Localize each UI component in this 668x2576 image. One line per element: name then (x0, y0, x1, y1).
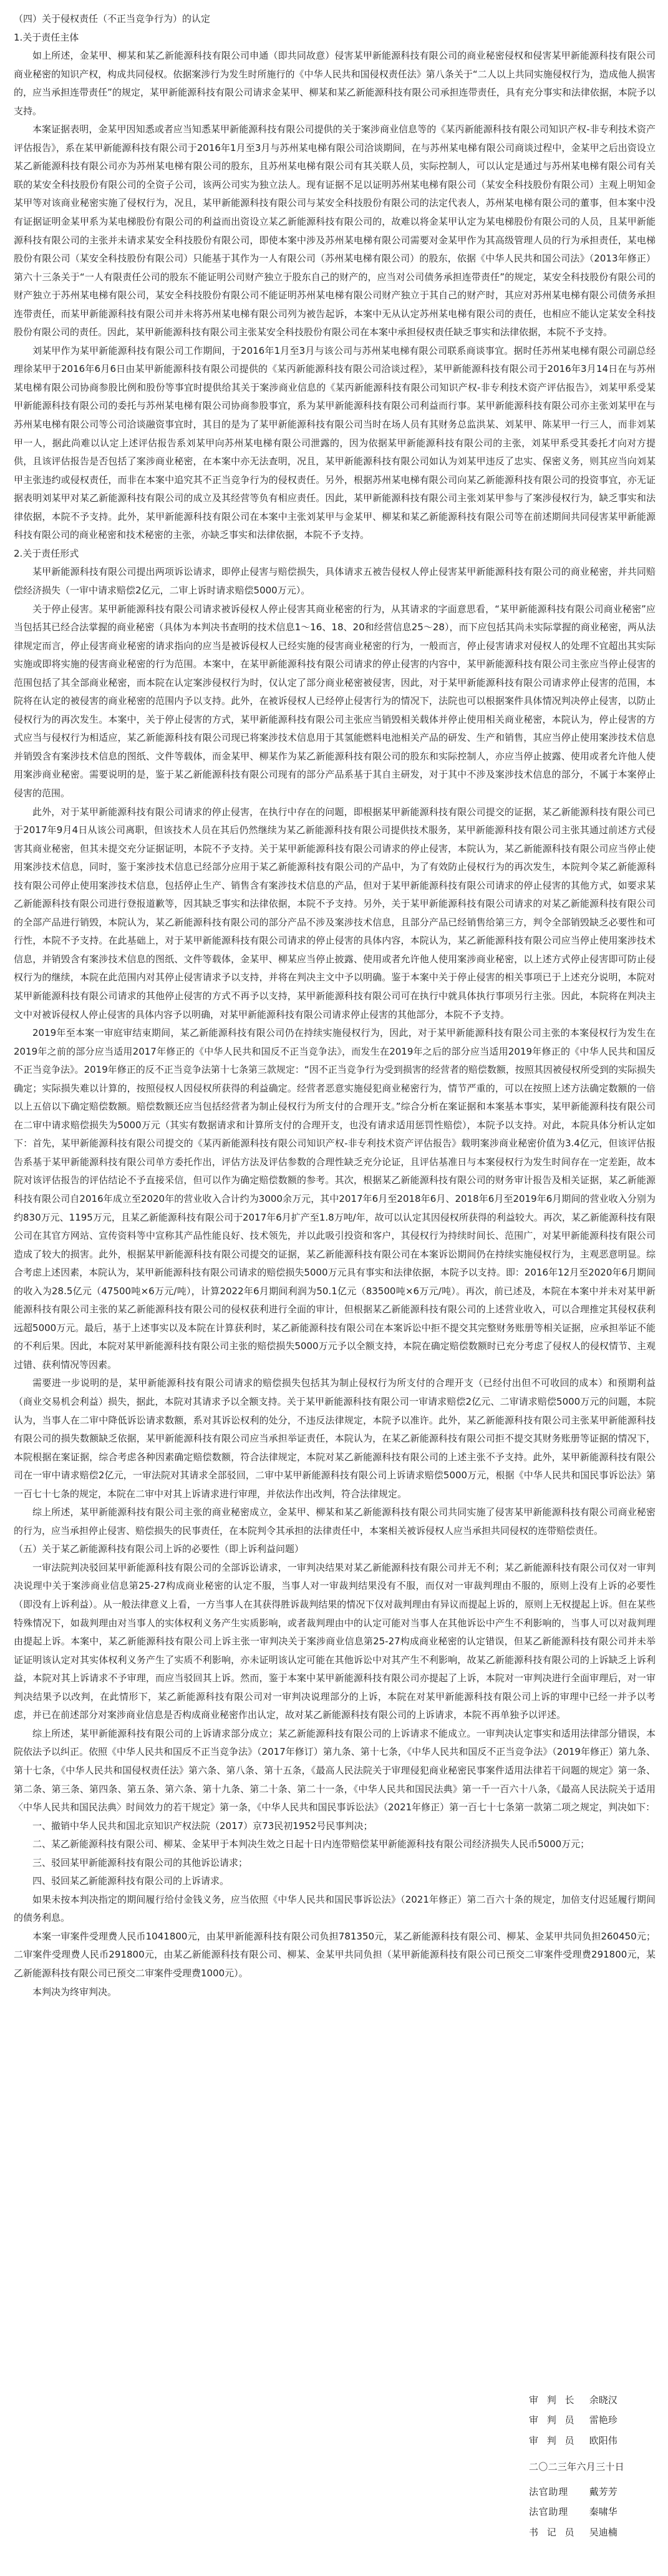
subheading-liable-parties: 1.关于责任主体 (14, 31, 79, 43)
subheading-liability-form: 2.关于责任形式 (14, 547, 79, 559)
signature-role: 审 判 员 (528, 2434, 578, 2446)
signature-row (529, 2410, 624, 2430)
signature-role: 审 判 员 (528, 2414, 578, 2426)
paragraph-legal-basis: 综上所述，某甲新能源科技有限公司的上诉请求部分成立；某乙新能源科技有限公司的上诉请求不能成立。一审判决认定事实和适用法律部分错误，本院依法予以纠正。依照《中华人民共和国反不正当竞争法》（2017年修订）第九条、第十七条，《中华人民共和国反不正当竞争法》（2019年修正）第九条、第十七条，《中华人民共和国侵权责任法》第六条、第八条、第十五条，《最高人民法院关于审理侵犯商业秘密民事案件适用法律若干问题的规定》第一条、第二条、第三条、第四条、第五条、第六条、第十九条、第二十条、第二十一条，《中华人民共和国民法典》第一千一百六十八条，《最高人民法院关于适用〈中华人民共和国民法典〉时间效力的若干规定》第一条，《中华人民共和国民事诉讼法》（2021年修正）第一百七十七条第一款第二项之规定，判决如下： (14, 1727, 656, 1813)
signature-name: 雷艳珍 (589, 2414, 617, 2426)
clerk-role: 法官助理 (528, 2506, 568, 2518)
clerk-row (529, 2522, 624, 2542)
paragraph-damages-explanation: 需要进一步说明的是，某甲新能源科技有限公司请求的赔偿损失包括其为制止侵权行为所支付的合理开支（已经付出但不可收回的成本）和预期利益（商业交易机会利益）损失，据此，本院对其请求予以全额支持。关于某甲新能源科技有限公司一审请求赔偿2亿元、二审请求赔偿5000万元的问题，本院认为，当事人在二审中降低诉讼请求数额，系对其诉讼权利的处分，不违反法律规定，本院予以准许。此外，某乙新能源科技有限公司主张某甲新能源科技有限公司的损失数额缺乏依据，某甲新能源科技有限公司应当承担举证责任，本院认为，在某乙新能源科技有限公司拒不提交其财务账册等证据的情况下，本院根据在案证据，综合考虑各种因素确定赔偿数额，符合法律规定，本院对某乙新能源科技有限公司的上述主张不予支持。此外，某甲新能源科技有限公司在一审中请求赔偿2亿元，一审法院对其请求全部驳回，二审中某甲新能源科技有限公司上诉请求赔偿5000万元，根据《中华人民共和国民事诉讼法》第一百七十七条的规定，本院在二审中对其上诉请求进行审理，并依法作出改判，符合法律规定。 (14, 1377, 656, 1500)
paragraph-joint-infringement: 如上所述，金某甲、柳某和某乙新能源科技有限公司申通（即共同故意）侵害某甲新能源科技有限公司的商业秘密侵权和侵害某甲新能源科技有限公司商业秘密的知识产权，构成共同侵权。依据案涉行为发生时所施行的《中华人民共和国侵权责任法》第八条关于“二人以上共同实施侵权行为，造成他人损害的，应当承担连带责任”的规定，某甲新能源科技有限公司请求金某甲、柳某和某乙新能源科技有限公司承担连带责任，具有充分事实和法律依据，本院予以支持。 (14, 50, 656, 117)
paragraph-employee-liability: 刘某甲作为某甲新能源科技有限公司工作期间，于2016年1月至3月与该公司与苏州某电梯有限公司联系商谈事宜。据时任苏州某电梯有限公司副总经理徐某甲于2016年6月6日由某甲新能源科技有限公司提供的《某丙新能源科技有限公司洽谈过程》，某甲新能源科技有限公司于2016年3月14日在与苏州某电梯有限公司协商参股比例和股份等事宜时提供给其关于案涉商业信息的《某丙新能源科技有限公司知识产权-非专利技术资产评估报告》，刘某甲系受某甲新能源科技有限公司的委托与苏州某电梯有限公司协商参股事宜，系为某甲新能源科技有限公司利益而行事。某甲新能源科技有限公司亦主张刘某甲在与苏州某电梯有限公司等公司洽谈融资事宜时，其目的是为了某甲新能源科技有限公司当时在场人员有其财务总监洪某、刘某甲、陈某甲一行三人，而非刘某甲一人，据此尚难以认定上述评估报告系刘某甲向苏州某电梯有限公司泄露的，因为依据某甲新能源科技有限公司的主张，刘某甲系受其委托才向对方提供，且该评估报告是否包括了案涉商业秘密，在本案中亦无法查明，况且，某甲新能源科技有限公司如认为刘某甲违反了忠实、保密义务，则其应当向刘某甲主张违约或侵权责任，而非在本案中追究其不正当竞争行为的侵权责任。另外，根据苏州某电梯有限公司向某乙新能源科技有限公司的投资事宜，亦无证据表明刘某甲对某乙新能源科技有限公司的成立及其经营等负有相应责任。因此，某甲新能源科技有限公司主张刘某甲参与了案涉侵权行为，缺乏事实和法律依据，本院不予支持。此外，某甲新能源科技有限公司在本案中主张刘某甲与金某甲、柳某和某乙新能源科技有限公司等在前述期间共同侵害某甲新能源科技有限公司的商业秘密和技术秘密的主张，亦缺乏事实和法律依据，本院不予支持。 (14, 344, 656, 541)
signature-block (529, 2390, 624, 2542)
paragraph-conclusion-liability: 综上所述，某甲新能源科技有限公司主张的商业秘密成立，金某甲、柳某和某乙新能源科技有限公司共同实施了侵害某甲新能源科技有限公司商业秘密的行为，应当承担停止侵害、赔偿损失的民事责任，在本院判令其承担的法律责任中，本案相关被诉侵权人应当承担共同侵权的连带赔偿责任。 (14, 1506, 656, 1536)
judgment-item: 二、某乙新能源科技有限公司、柳某、金某甲于本判决生效之日起十日内连带赔偿某甲新能源科技有限公司经济损失人民币5000万元； (32, 1838, 590, 1850)
section-heading-appeal-interest: （五）关于某乙新能源科技有限公司上诉的必要性（即上诉利益问题） (14, 1543, 304, 1555)
paragraph-delay-interest: 如果未按本判决指定的期间履行给付金钱义务，应当依照《中华人民共和国民事诉讼法》（2021年修正）第二百六十条的规定，加倍支付迟延履行期间的债务利息。 (14, 1893, 656, 1924)
clerk-row (529, 2502, 624, 2522)
signature-row (529, 2431, 624, 2451)
signature-name: 欧阳伟 (589, 2434, 617, 2446)
paragraph-claims-summary: 某甲新能源科技有限公司提出两项诉讼请求，即停止侵害与赔偿损失，具体请求五被告侵权人停止侵害某甲新能源科技有限公司的商业秘密，并共同赔偿经济损失（一审中请求赔偿2亿元，二审上诉时请求赔偿5000万元）。 (14, 566, 656, 596)
signature-name: 余晓汉 (589, 2394, 617, 2406)
signature-role: 审 判 长 (528, 2394, 578, 2406)
clerk-row (529, 2482, 624, 2502)
paragraph-cease-infringement: 关于停止侵害。某甲新能源科技有限公司请求被诉侵权人停止侵害其商业秘密的行为，从其请求的字面意思看，“某甲新能源科技有限公司商业秘密”应当包括其已经合法掌握的商业秘密（具体为本判决书查明的技术信息1～16、18、20和经营信息25～28），而下应包括其尚未实际掌握的商业秘密，两从法律规定而言，停止侵害商业秘密的请求指向的应当是被诉侵权人已经实施的侵害商业秘密的行为，一般而言，停止侵害请求对侵权人的处理不宜超出其实际实施或即将实施的侵害商业秘密的行为范围。本案中，在某甲新能源科技有限公司请求的停止侵害的内容中，某甲新能源科技有限公司主张应当停止侵害的范围包括了其全部商业秘密，而本院在认定案涉侵权行为时，仅认定了部分商业秘密被侵害，因此，对于某甲新能源科技有限公司请求停止侵害的范围，本院将在认定的被侵害的商业秘密的范围内予以支持。此外，在被诉侵权人已经停止侵害行为的情况下，法院也可以根据案件具体情况判决停止侵害，以防止侵权行为的再次发生。本案中，关于停止侵害的方式，某甲新能源科技有限公司主张应当销毁相关载体并停止使用相关商业秘密，本院认为，停止侵害的方式应当与侵权行为相适应，某乙新能源科技有限公司现已将案涉技术信息用于其氢能燃料电池相关产品的研发、生产和销售，其应当停止使用案涉技术信息并销毁含有案涉技术信息的图纸、文件等载体，而金某甲、柳某作为某乙新能源科技有限公司的股东和实际控制人，亦应当停止披露、使用或者允许他人使用案涉商业秘密。需要说明的是，鉴于某乙新能源科技有限公司现有的部分产品系基于其自主研发，对于其中不涉及案涉技术信息的部分，不属于本案停止侵害的范围。 (14, 603, 656, 799)
clerk-name: 吴迪楠 (589, 2526, 617, 2538)
paragraph-final-judgment: 本判决为终审判决。 (32, 1986, 117, 1998)
paragraph-cease-execution: 此外，对于某甲新能源科技有限公司请求的停止侵害，在执行中存在的问题，即根据某甲新能源科技有限公司提交的证据，某乙新能源科技有限公司已于2017年9月4日从该公司离职，但该技术人员在其后仍然继续为某乙新能源科技有限公司提供技术服务，某甲新能源科技有限公司主张其通过前述方式侵害其商业秘密，但其未提交充分证据证明，本院不予支持。关于某甲新能源科技有限公司请求的停止侵害，本院认为，某乙新能源科技有限公司应当停止使用案涉技术信息，同时，鉴于案涉技术信息已经部分应用于某乙新能源科技有限公司的产品中，为了有效防止侵权行为的再次发生，本院判令某乙新能源科技有限公司停止使用案涉技术信息，包括停止生产、销售含有案涉技术信息的产品，但对于某甲新能源科技有限公司请求的停止侵害的其他方式，如要求某乙新能源科技有限公司进行登报道歉等，因其缺乏事实和法律依据，本院不予支持。另外，关于某甲新能源科技有限公司请求的对某乙新能源科技有限公司的全部产品进行销毁，本院认为，某乙新能源科技有限公司的部分产品不涉及案涉技术信息，且部分产品已经销售给第三方，判令全部销毁缺乏必要性和可行性，本院不予支持。在此基础上，对于某甲新能源科技有限公司请求的停止侵害的具体内容，本院认为，某乙新能源科技有限公司应当停止使用案涉技术信息，并销毁含有案涉技术信息的图纸、文件等载体，金某甲、柳某应当停止披露、使用或者允许他人使用案涉商业秘密，以上述方式停止侵害即可防止侵权行为的继续，本院在此范围内对其停止侵害请求予以支持，并将在判决主文中予以明确。鉴于本案中关于停止侵害的相关事项已于上述充分说明，本院对某甲新能源科技有限公司请求的其他停止侵害的方式不再予以支持，某甲新能源科技有限公司可在执行中就具体执行事项另行主张。因此，本院将在判决主文中对被诉侵权人停止侵害的具体内容予以明确，对某甲新能源科技有限公司请求停止侵害的其他部分，本院不予支持。 (14, 806, 656, 1020)
paragraph-related-company: 本案证据表明，金某甲因知悉或者应当知悉某甲新能源科技有限公司提供的关于案涉商业信息等的《某丙新能源科技有限公司知识产权-非专利技术资产评估报告》，系在某甲新能源科技有限公司于2016年1月至3月与苏州某电梯有限公司洽谈期间，在与苏州某电梯有限公司商谈过程中，金某甲之后出资设立某乙新能源科技有限公司亦为苏州某电梯有限公司的股东，且苏州某电梯有限公司有其关联人员，实际控制人，可以认定是通过与苏州某电梯有限公司有关联的某安全科技股份有限公司的全资子公司，该两公司实为独立法人。现有证据不足以证明苏州某电梯有限公司（某安全科技股份有限公司）主观上明知金某甲等对该商业秘密实施了侵权行为，况且，某甲新能源科技有限公司与某安全科技股份有限公司的法定代表人，苏州某电梯有限公司的董事，但本案中没有证据证明金某甲系为某电梯股份有限公司的利益而出资设立某乙新能源科技有限公司的，故难以将金某甲认定为某电梯股份有限公司的人员，且某甲新能源科技有限公司的主张并未请求某安全科技股份有限公司，即使本案中涉及苏州某电梯有限公司需要对金某甲作为其高级管理人员的行为承担责任，某电梯股份有限公司（某安全科技股份有限公司）只能基于其作为一人有限公司（苏州某电梯有限公司）的股东，依据《中华人民共和国公司法》（2013年修正）第六十三条关于“一人有限责任公司的股东不能证明公司财产独立于股东自己的财产的，应当对公司债务承担连带责任”的规定，某安全科技股份有限公司的财产独立于苏州某电梯有限公司，某安全科技股份有限公司不能证明苏州某电梯有限公司财产独立于其自己的财产时，其应对苏州某电梯有限公司债务承担连带责任，而某甲新能源科技有限公司并未将苏州某电梯有限公司列为被告起诉，本案中无从认定苏州某电梯有限公司的责任，也相应不能认定某安全科技股份有限公司的责任。因此，某甲新能源科技有限公司主张某安全科技股份有限公司在本案中承担侵权责任缺乏事实和法律依据，本院不予支持。 (14, 124, 656, 338)
clerk-name: 秦啸华 (589, 2506, 617, 2518)
clerk-name: 戴芳芳 (589, 2486, 617, 2497)
judgment-date: 二〇二三年六月三十日 (528, 2461, 624, 2472)
judgment-item: 四、驳回某乙新能源科技有限公司的上诉请求。 (32, 1875, 230, 1887)
judgment-item: 一、撤销中华人民共和国北京知识产权法院（2017）京73民初1952号民事判决； (32, 1820, 373, 1832)
signature-row (529, 2390, 624, 2410)
judgment-item: 三、驳回某甲新能源科技有限公司的其他诉讼请求； (32, 1856, 248, 1868)
section-heading-liability: （四）关于侵权责任（不正当竞争行为）的认定 (14, 13, 211, 24)
clerk-role: 法官助理 (528, 2486, 568, 2497)
paragraph-appeal-interest: 一审法院判决驳回某甲新能源科技有限公司的全部诉讼请求，一审判决结果对某乙新能源科技有限公司并无不利；某乙新能源科技有限公司仅对一审判决说理中关于案涉商业信息第25-27构成商业秘密的认定不服，当事人对一审裁判结果没有不服，而仅对一审裁判理由不服的，原则上没有上诉的必要性（即没有上诉利益）。从一般法律意义上看，一方当事人在其获得胜诉裁判结果的情况下仅对裁判理由有异议而提起上诉的，原则上无权提起上诉。但在某些特殊情况下，如裁判理由对当事人的实体权利义务产生实质影响，或者裁判理由中的认定可能对当事人在其他诉讼中产生不利影响的，当事人可以对裁判理由提起上诉。本案中，某乙新能源科技有限公司上诉主张一审判决关于案涉商业信息第25-27构成商业秘密的认定错误，但某乙新能源科技有限公司并未举证证明该认定对其实体权利义务产生了实质不利影响，亦未证明该认定可能在其他诉讼中对其产生不利影响，故某乙新能源科技有限公司的上诉缺乏上诉利益，本院对其上诉请求不予审理，而应当驳回其上诉。然而，鉴于本案中某甲新能源科技有限公司亦提起了上诉，本院对一审判决进行全面审理后，对一审判决结果予以改判，在此情形下，某乙新能源科技有限公司对一审判决说理部分的上诉，本院在对某甲新能源科技有限公司上诉的审理中已经一并予以考虑，并已在前述部分对案涉商业信息是否构成商业秘密作出认定，故对某乙新能源科技有限公司的上诉请求，本院不再单独予以评述。 (14, 1561, 656, 1721)
clerk-role: 书 记 员 (528, 2526, 578, 2538)
paragraph-court-fees: 本案一审案件受理费人民币1041800元，由某甲新能源科技有限公司负担781350元，某乙新能源科技有限公司、柳某、金某甲共同负担260450元；二审案件受理费人民币291800元，由某乙新能源科技有限公司、柳某、金某甲共同负担（某甲新能源科技有限公司已预交二审案件受理费291800元，某乙新能源科技有限公司已预交二审案件受理费1000元）。 (14, 1930, 656, 1979)
paragraph-damages-calculation: 2019年至本案一审庭审结束期间，某乙新能源科技有限公司仍在持续实施侵权行为，因此，对于某甲新能源科技有限公司主张的本案侵权行为发生在2019年之前的部分应当适用2017年修正的《中华人民共和国反不正当竞争法》，而发生在2019年之后的部分应当适用2019年修正的《中华人民共和国反不正当竞争法》。2019年修正的反不正当竞争法第十七条第三款规定：“因不正当竞争行为受到损害的经营者的赔偿数额，按照其因被侵权所受到的实际损失确定；实际损失难以计算的，按照侵权人因侵权所获得的利益确定。经营者恶意实施侵犯商业秘密行为，情节严重的，可以在按照上述方法确定数额的一倍以上五倍以下确定赔偿数额。赔偿数额还应当包括经营者为制止侵权行为所支付的合理开支。”综合分析在案证据和本案基本事实，某甲新能源科技有限公司在二审中请求赔偿损失为5000万元（其实有数据请求和计算所支付的合理开支，也没有请求适用惩罚性赔偿），本院予以支持。对此，本院具体分析认定如下：首先，某甲新能源科技有限公司提交的《某丙新能源科技有限公司知识产权-非专利技术资产评估报告》载明案涉商业秘密价值为3.4亿元，但该评估报告系基于某甲新能源科技有限公司单方委托作出，评估方法及评估参数的合理性缺乏充分论证，且评估基准日与本案侵权行为发生时间存在一定差距，故本院对该评估报告的评估结论不予直接采信，但可以作为确定赔偿数额的参考。其次，根据某乙新能源科技有限公司的财务审计报告及相关证据，某乙新能源科技有限公司自2016年成立至2020年的营业收入合计约为3000余万元，其中2017年6月至2018年6月、2018年6月至2019年6月期间的营业收入分别为约830万元、1195万元，且某乙新能源科技有限公司于2017年6月扩产至1.8万吨/年，故可以认定其因侵权所获得的利益较大。再次，某乙新能源科技有限公司在其官方网站、宣传资料等中宣称其产品性能良好、技术领先，并以此吸引投资和客户，其侵权行为持续时间长、范围广，对某甲新能源科技有限公司造成了较大的损害。此外，根据某甲新能源科技有限公司提交的证据，某乙新能源科技有限公司在本案诉讼期间仍在持续实施侵权行为，主观恶意明显。综合考虑上述因素，本院认为，某甲新能源科技有限公司请求的赔偿损失5000万元具有事实和法律依据，本院予以支持。即：2016年12月至2020年6月期间的收入为28.5亿元（47500吨×6万元/吨），计算2022年6月期间利润为50.1亿元（83500吨×6万元/吨）。再次，前已述及，本院在本案中并未对某甲新能源科技有限公司主张的某乙新能源科技有限公司的侵权获利进行全面的审计，但根据某乙新能源科技有限公司的上述营业收入，可以合理推定其侵权获利远超5000万元。最后，基于上述事实以及本院在计算获利时，某乙新能源科技有限公司在本案诉讼中拒不提交其完整财务账册等相关证据，应承担举证不能的不利后果。因此，本院对某甲新能源科技有限公司主张的赔偿损失5000万元予以全额支持，本院在确定赔偿数额时已充分考虑了侵权人的侵权情节、主观过错、获利情况等因素。 (14, 1027, 656, 1370)
